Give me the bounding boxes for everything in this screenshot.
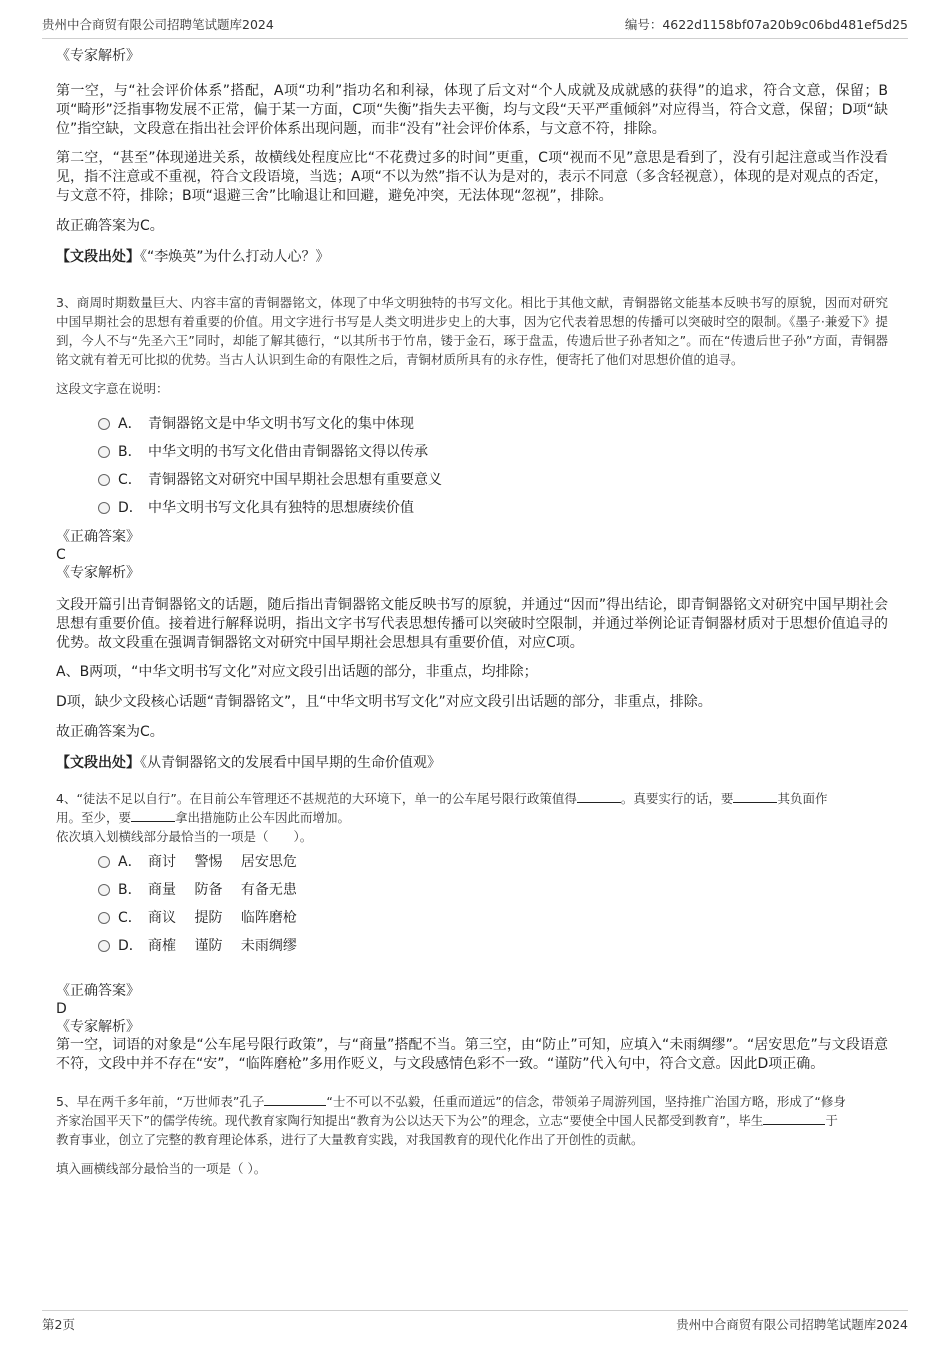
- q4-line1: 4、“徒法不足以自行”。在目前公车管理还不甚规范的大环境下，单一的公车尾号限行政策值得 。真要实行的话，要 其负面作: [56, 791, 828, 806]
- answer-blank: [763, 1111, 825, 1125]
- q4-line2: 用。至少，要 拿出措施防止公车因此而增加。: [56, 810, 351, 825]
- q3-source: [56, 753, 888, 773]
- radio-icon[interactable]: [98, 856, 110, 868]
- q3-passage: 3、商周时期数量巨大、内容丰富的青铜器铭文，体现了中华文明独特的书写文化。相比于其他文献，青铜器铭文能基本反映书写的原貌，因而对研究中国早期社会的思想有着重要的价值。用文字进行书写是人类文明进步史上的大事，因为它代表着思想的传播可以突破时空的限制。《墨子·兼爱下》提到，今人不与“先圣六王”同时，却能了解其德行，“以其所书于竹帛，镂于金石，琢于盘盂，传遗后世子孙者知之”。而在“传遗后世子孙”方面，青铜器铭文就有着无可比拟的优势。当古人认识到生命的有限性之后，青铜材质所具有的永存性，便寄托了他们对思想价值的追寻。: [56, 295, 888, 367]
- answer-blank: [131, 808, 175, 822]
- q2-source: [56, 247, 888, 267]
- q3-conclusion: 故正确答案为C。: [56, 724, 164, 740]
- radio-icon[interactable]: [98, 912, 110, 924]
- q3-options: [56, 410, 888, 522]
- q5-line3: 教育事业，创立了完整的教育理论体系，进行了大量教育实践，对我国教育的现代化作出了开创性的贡献。: [56, 1132, 644, 1147]
- q3-analysis-p1: 文段开篇引出青铜器铭文的话题，随后指出青铜器铭文能反映书写的原貌，并通过“因而”得出结论，即青铜器铭文对研究中国早期社会思想有重要价值。接着进行解释说明，指出文字书写代表思想传播可以突破时空限制，并通过举例论证青铜器材质对于思想价值追寻的优势。故文段重在强调青铜器铭文对研究中国早期社会思想具有重要价值，对应C项。: [56, 597, 888, 651]
- answer-blank: [733, 789, 777, 803]
- q5-line2: 齐家治国平天下”的儒学传统。现代教育家陶行知提出“教育为公以达天下为公”的理念，立志“要使全中国人民都受到教育”，毕生 于: [56, 1113, 838, 1128]
- radio-icon[interactable]: [98, 474, 110, 486]
- source-title: 《“李焕英”为什么打动人心？》: [140, 249, 330, 265]
- q4-analysis-p1: 第一空，词语的对象是“公车尾号限行政策”，与“商量”搭配不当。第三空，由“防止”可知，应填入“未雨绸缪”。“居安思危”与文段语意不符，文段中并不存在“安”，“临阵磨枪”多用作贬义，与文段感情色彩不一致。“谨防”代入句中，符合文意。因此D项正确。: [56, 1037, 888, 1072]
- q3-option-a[interactable]: A． 青铜器铭文是中华文明书写文化的集中体现: [56, 410, 888, 438]
- q5-question: 填入画横线部分最恰当的一项是（ ）。: [56, 1161, 267, 1176]
- q3-answer: C: [56, 547, 66, 563]
- q4-answer: D: [56, 1001, 67, 1017]
- radio-icon[interactable]: [98, 884, 110, 896]
- footer-title: 贵州中合商贸有限公司招聘笔试题库2024: [676, 1317, 908, 1332]
- header-title: 贵州中合商贸有限公司招聘笔试题库2024: [42, 17, 274, 32]
- q2-conclusion: 故正确答案为C。: [56, 218, 164, 234]
- q4-answer-label: 《正确答案》: [56, 983, 140, 999]
- page-number: 第2页: [42, 1317, 75, 1332]
- q4-options: [56, 848, 888, 960]
- q3-option-b[interactable]: B． 中华文明的书写文化借由青铜器铭文得以传承: [56, 438, 888, 466]
- q3-analysis-p3: D项，缺少文段核心话题“青铜器铭文”，且“中华文明书写文化”对应文段引出话题的部分，非重点，排除。: [56, 694, 712, 710]
- q3-analysis-p2: A、B两项，“中华文明书写文化”对应文段引出话题的部分，非重点，均排除；: [56, 664, 538, 680]
- header-doc-id: 编号：4622d1158bf07a20b9c06bd481ef5d25: [624, 17, 908, 32]
- q4-option-b[interactable]: B． 商量 防备 有备无患: [56, 876, 888, 904]
- q4-option-c[interactable]: C． 商议 提防 临阵磨枪: [56, 904, 888, 932]
- q4-option-d[interactable]: D． 商榷 谨防 未雨绸缪: [56, 932, 888, 960]
- answer-blank: [577, 789, 621, 803]
- page-content: [56, 44, 888, 1178]
- q3-option-d[interactable]: D． 中华文明书写文化具有独特的思想赓续价值: [56, 494, 888, 522]
- q5-line1: 5、早在两千多年前，“万世师表”孔子 “士不可以不弘毅，任重而道远”的信念，带领弟子周游列国，坚持推广治国方略，形成了“修身: [56, 1094, 846, 1109]
- q4-analysis-label: 《专家解析》: [56, 1019, 140, 1035]
- q2-analysis-p2: 第二空，“甚至”体现递进关系，故横线处程度应比“不花费过多的时间”更重，C项“视而不见”意思是看到了，没有引起注意或当作没看见，指不注意或不重视，符合文段语境，当选；A项“不以为然”指不认为是对的，表示不同意（多含轻视意），体现的是对观点的否定，与文意不符，排除；B项“退避三舍”比喻退让和回避，避免冲突，无法体现“忽视”，排除。: [56, 150, 888, 204]
- radio-icon[interactable]: [98, 502, 110, 514]
- radio-icon[interactable]: [98, 940, 110, 952]
- q4-question: 依次填入划横线部分最恰当的一项是（ ）。: [56, 829, 313, 844]
- source-title: 《从青铜器铭文的发展看中国早期的生命价值观》: [140, 755, 441, 771]
- answer-blank: [264, 1092, 326, 1106]
- q3-option-c[interactable]: C． 青铜器铭文对研究中国早期社会思想有重要意义: [56, 466, 888, 494]
- q2-analysis-label: 《专家解析》: [56, 48, 140, 64]
- source-prefix: 【文段出处】: [56, 249, 140, 265]
- page-header: [42, 12, 908, 39]
- radio-icon[interactable]: [98, 446, 110, 458]
- page-footer: [42, 1310, 908, 1335]
- q3-answer-label: 《正确答案》: [56, 529, 140, 545]
- source-prefix: 【文段出处】: [56, 755, 140, 771]
- radio-icon[interactable]: [98, 418, 110, 430]
- q4-option-a[interactable]: A． 商讨 警惕 居安思危: [56, 848, 888, 876]
- q3-analysis-label: 《专家解析》: [56, 565, 140, 581]
- q3-question: 这段文字意在说明：: [56, 381, 169, 396]
- q2-analysis-p1: 第一空，与“社会评价体系”搭配，A项“功利”指功名和利禄，体现了后文对“个人成就及成就感的获得”的追求，符合文意，保留；B项“畸形”泛指事物发展不正常，偏于某一方面，C项“失衡”指失去平衡，均与文段“天平严重倾斜”对应得当，符合文意，保留；D项“缺位”指空缺，文段意在指出社会评价体系出现问题，而非“没有”社会评价体系，与文意不符，排除。: [56, 83, 888, 137]
